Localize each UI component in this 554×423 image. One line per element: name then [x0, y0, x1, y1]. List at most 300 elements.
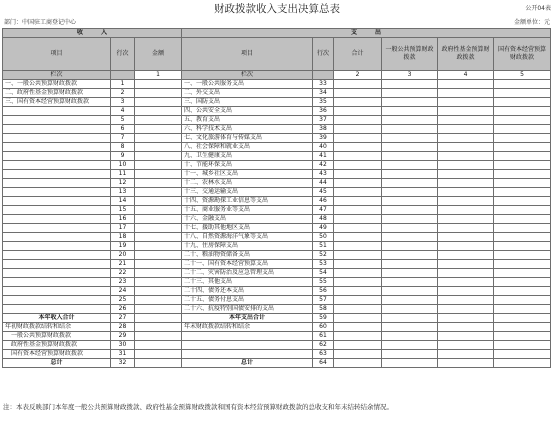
year-expense-total-label: 本年支出合计: [182, 314, 313, 323]
expense-amount-cell[interactable]: [494, 80, 551, 89]
income-line-no: 7: [111, 134, 135, 143]
expense-amount-cell[interactable]: [382, 296, 438, 305]
expense-amount-cell[interactable]: [438, 107, 494, 116]
expense-amount-cell[interactable]: [334, 170, 382, 179]
income-line-no: 24: [111, 287, 135, 296]
income-amount-cell[interactable]: [135, 116, 182, 125]
income-item: [3, 170, 111, 179]
income-amount-cell[interactable]: [135, 233, 182, 242]
expense-line-no: 43: [313, 170, 334, 179]
expense-amount-cell[interactable]: [494, 134, 551, 143]
expense-amount-cell[interactable]: [494, 242, 551, 251]
carry-amount-cell[interactable]: [135, 323, 182, 332]
expense-amount-cell[interactable]: [438, 260, 494, 269]
expense-amount-cell[interactable]: [438, 143, 494, 152]
expense-amount-cell[interactable]: [438, 134, 494, 143]
expense-amount-cell[interactable]: [334, 278, 382, 287]
expense-line-no: 46: [313, 197, 334, 206]
expense-amount-cell[interactable]: [334, 359, 382, 368]
income-amount-cell[interactable]: [135, 161, 182, 170]
expense-amount-cell[interactable]: [382, 269, 438, 278]
table-row: [3, 224, 551, 233]
expense-amount-cell[interactable]: [494, 260, 551, 269]
expense-amount-cell[interactable]: [334, 350, 382, 359]
footnote: 注：本表反映部门本年度一般公共预算财政拨款、政府性基金预算财政拨款和国有资本经营预算财政拨款的总收支和年末结转结余情况。: [3, 403, 393, 411]
income-amount-cell[interactable]: [135, 305, 182, 314]
expense-line-no: 35: [313, 98, 334, 107]
expense-amount-cell[interactable]: [438, 170, 494, 179]
expense-amount-cell[interactable]: [334, 269, 382, 278]
income-line-no: 26: [111, 305, 135, 314]
expense-amount-cell[interactable]: [334, 125, 382, 134]
income-item: [3, 260, 111, 269]
expense-amount-cell[interactable]: [494, 197, 551, 206]
expense-amount-cell[interactable]: [334, 332, 382, 341]
expense-amount-cell[interactable]: [438, 350, 494, 359]
income-amount-cell[interactable]: [135, 188, 182, 197]
expense-amount-cell[interactable]: [334, 341, 382, 350]
table-row: [3, 215, 551, 224]
expense-amount-cell[interactable]: [438, 215, 494, 224]
expense-amount-cell[interactable]: [382, 188, 438, 197]
expense-line-no: 55: [313, 278, 334, 287]
expense-line-no: 37: [313, 116, 334, 125]
expense-line-no: 40: [313, 143, 334, 152]
expense-amount-cell[interactable]: [494, 125, 551, 134]
year-income-total-amount[interactable]: [135, 314, 182, 323]
table-row: [3, 296, 551, 305]
carry-expense-line-no: 62: [313, 341, 334, 350]
expense-amount-cell[interactable]: [382, 80, 438, 89]
carry-amount-cell[interactable]: [135, 332, 182, 341]
expense-amount-cell[interactable]: [494, 179, 551, 188]
table-row: [3, 98, 551, 107]
income-item: [3, 233, 111, 242]
table-row: [3, 89, 551, 98]
year-income-total-label: 本年收入合计: [3, 314, 111, 323]
income-amount-cell[interactable]: [135, 89, 182, 98]
expense-amount-cell[interactable]: [494, 107, 551, 116]
expense-amount-cell[interactable]: [382, 134, 438, 143]
grand-total-rn: 64: [313, 359, 334, 368]
lanci-label2: 栏次: [182, 71, 313, 80]
income-amount-cell[interactable]: [135, 98, 182, 107]
expense-item: 二十五、债务付息支出: [182, 296, 313, 305]
income-amount-cell[interactable]: [135, 134, 182, 143]
expense-amount-cell[interactable]: [334, 242, 382, 251]
income-amount-cell[interactable]: [135, 179, 182, 188]
carry-expense-item: [182, 341, 313, 350]
expense-amount-cell[interactable]: [334, 161, 382, 170]
expense-amount-cell[interactable]: [438, 251, 494, 260]
expense-line-no: 38: [313, 125, 334, 134]
expense-amount-cell[interactable]: [494, 161, 551, 170]
expense-amount-cell[interactable]: [494, 341, 551, 350]
table-row: [3, 260, 551, 269]
expense-line-no: 45: [313, 188, 334, 197]
income-line-no: 25: [111, 296, 135, 305]
expense-item: 二十三、其他支出: [182, 278, 313, 287]
expense-amount-cell[interactable]: [334, 233, 382, 242]
expense-line-no: 42: [313, 161, 334, 170]
expense-amount-cell[interactable]: [438, 188, 494, 197]
expense-amount-cell[interactable]: [438, 179, 494, 188]
expense-amount-cell[interactable]: [494, 170, 551, 179]
expense-amount-cell[interactable]: [334, 260, 382, 269]
income-amount-cell[interactable]: [135, 197, 182, 206]
col-header-line-no: 行次: [111, 38, 135, 71]
meta-row: [0, 16, 554, 26]
expense-item: 二十一、国有资本经营预算支出: [182, 260, 313, 269]
unit-label: 金额单位：元: [513, 19, 550, 26]
expense-item: 十四、资源勘探工业信息等支出: [182, 197, 313, 206]
income-amount-cell[interactable]: [135, 125, 182, 134]
expense-amount-cell[interactable]: [494, 359, 551, 368]
expense-amount-cell[interactable]: [334, 134, 382, 143]
expense-amount-cell[interactable]: [494, 350, 551, 359]
carry-line-no: 30: [111, 341, 135, 350]
expense-amount-cell[interactable]: [494, 332, 551, 341]
expense-amount-cell[interactable]: [382, 242, 438, 251]
expense-amount-cell[interactable]: [334, 179, 382, 188]
expense-line-no: 36: [313, 107, 334, 116]
expense-amount-cell[interactable]: [382, 278, 438, 287]
expense-amount-cell[interactable]: [382, 197, 438, 206]
expense-amount-cell[interactable]: [382, 251, 438, 260]
expense-amount-cell[interactable]: [382, 332, 438, 341]
expense-line-no: 48: [313, 215, 334, 224]
expense-line-no: 33: [313, 80, 334, 89]
expense-amount-cell[interactable]: [382, 260, 438, 269]
report-title: 财政拨款收入支出决算总表: [214, 3, 340, 15]
expense-amount-cell[interactable]: [382, 161, 438, 170]
income-line-no: 2: [111, 89, 135, 98]
expense-amount-cell[interactable]: [382, 305, 438, 314]
expense-amount-cell[interactable]: [382, 323, 438, 332]
income-line-no: 19: [111, 242, 135, 251]
expense-amount-cell[interactable]: [382, 179, 438, 188]
expense-item: 八、社会保障和就业支出: [182, 143, 313, 152]
expense-amount-cell[interactable]: [382, 125, 438, 134]
income-item: [3, 305, 111, 314]
income-line-no: 8: [111, 143, 135, 152]
income-item: [3, 134, 111, 143]
expense-amount-cell[interactable]: [334, 296, 382, 305]
income-amount-cell[interactable]: [135, 296, 182, 305]
income-line-no: 5: [111, 116, 135, 125]
expense-group-header: 支 出: [182, 29, 551, 38]
expense-amount-cell[interactable]: [382, 359, 438, 368]
expense-amount-cell[interactable]: [438, 242, 494, 251]
expense-amount-cell[interactable]: [382, 98, 438, 107]
header-group-row: [3, 29, 551, 38]
expense-amount-cell[interactable]: [382, 341, 438, 350]
expense-amount-cell[interactable]: [438, 296, 494, 305]
income-amount-cell[interactable]: [135, 242, 182, 251]
expense-line-no: 50: [313, 233, 334, 242]
expense-amount-cell[interactable]: [494, 269, 551, 278]
col-header-total: 合计: [334, 38, 382, 71]
expense-amount-cell[interactable]: [382, 314, 438, 323]
expense-amount-cell[interactable]: [334, 98, 382, 107]
table-row: [3, 152, 551, 161]
income-amount-cell[interactable]: [135, 152, 182, 161]
income-item: [3, 251, 111, 260]
income-item: [3, 269, 111, 278]
expense-amount-cell[interactable]: [494, 251, 551, 260]
expense-amount-cell[interactable]: [494, 215, 551, 224]
expense-amount-cell[interactable]: [382, 206, 438, 215]
income-line-no: 6: [111, 125, 135, 134]
income-line-no: 18: [111, 233, 135, 242]
expense-amount-cell[interactable]: [438, 98, 494, 107]
expense-amount-cell[interactable]: [334, 197, 382, 206]
expense-item: 十九、住房保障支出: [182, 242, 313, 251]
grand-total-amount[interactable]: [135, 359, 182, 368]
income-amount-cell[interactable]: [135, 215, 182, 224]
expense-amount-cell[interactable]: [438, 224, 494, 233]
col-index-3: 3: [382, 71, 438, 80]
expense-amount-cell[interactable]: [494, 278, 551, 287]
expense-amount-cell[interactable]: [334, 224, 382, 233]
table-row: [3, 161, 551, 170]
expense-amount-cell[interactable]: [494, 323, 551, 332]
table-row: [3, 332, 551, 341]
expense-amount-cell[interactable]: [494, 188, 551, 197]
carry-item: 一般公共预算财政拨款: [3, 332, 111, 341]
expense-amount-cell[interactable]: [334, 314, 382, 323]
income-line-no: 14: [111, 197, 135, 206]
expense-item: 六、科学技术支出: [182, 125, 313, 134]
carry-amount-cell[interactable]: [135, 350, 182, 359]
table-row: [3, 188, 551, 197]
col-header-line-no2: 行次: [313, 38, 334, 71]
expense-amount-cell[interactable]: [494, 206, 551, 215]
lanci-label: 栏次: [3, 71, 111, 80]
expense-amount-cell[interactable]: [438, 332, 494, 341]
income-amount-cell[interactable]: [135, 269, 182, 278]
expense-amount-cell[interactable]: [438, 116, 494, 125]
income-amount-cell[interactable]: [135, 170, 182, 179]
table-row: [3, 278, 551, 287]
income-line-no: 13: [111, 188, 135, 197]
expense-amount-cell[interactable]: [382, 224, 438, 233]
income-item: 三、国有资本经营预算财政拨款: [3, 98, 111, 107]
carry-expense-line-no: 60: [313, 323, 334, 332]
expense-item: 七、文化旅游体育与传媒支出: [182, 134, 313, 143]
budget-table: [2, 28, 551, 368]
income-amount-cell[interactable]: [135, 143, 182, 152]
expense-amount-cell[interactable]: [334, 143, 382, 152]
table-row: [3, 323, 551, 332]
expense-item: 九、卫生健康支出: [182, 152, 313, 161]
expense-amount-cell[interactable]: [382, 143, 438, 152]
expense-amount-cell[interactable]: [494, 116, 551, 125]
table-row: [3, 341, 551, 350]
expense-amount-cell[interactable]: [334, 80, 382, 89]
income-line-no: 17: [111, 224, 135, 233]
expense-amount-cell[interactable]: [494, 89, 551, 98]
carry-line-no: 29: [111, 332, 135, 341]
carry-item: 年初财政拨款结转和结余: [3, 323, 111, 332]
table-row: [3, 233, 551, 242]
income-line-no: 15: [111, 206, 135, 215]
expense-amount-cell[interactable]: [382, 170, 438, 179]
expense-amount-cell[interactable]: [438, 359, 494, 368]
expense-item: 二十四、债务还本支出: [182, 287, 313, 296]
carry-expense-line-no: 61: [313, 332, 334, 341]
expense-item: 十六、金融支出: [182, 215, 313, 224]
expense-amount-cell[interactable]: [382, 233, 438, 242]
expense-line-no: 52: [313, 251, 334, 260]
carry-line-no: 31: [111, 350, 135, 359]
expense-amount-cell[interactable]: [382, 89, 438, 98]
expense-item: 十、节能环保支出: [182, 161, 313, 170]
expense-amount-cell[interactable]: [382, 152, 438, 161]
expense-amount-cell[interactable]: [334, 89, 382, 98]
income-item: [3, 197, 111, 206]
income-line-no: 9: [111, 152, 135, 161]
expense-line-no: 57: [313, 296, 334, 305]
income-item: [3, 179, 111, 188]
carry-amount-cell[interactable]: [135, 341, 182, 350]
expense-amount-cell[interactable]: [334, 215, 382, 224]
col-header-gov-fund: 政府性基金预算财政拨款: [438, 38, 494, 71]
expense-amount-cell[interactable]: [494, 224, 551, 233]
table-row: [3, 305, 551, 314]
table-row: [3, 170, 551, 179]
expense-amount-cell[interactable]: [334, 188, 382, 197]
grand-total-right: 总计: [182, 359, 313, 368]
expense-amount-cell[interactable]: [334, 107, 382, 116]
income-item: [3, 107, 111, 116]
expense-item: 十五、商业服务业等支出: [182, 206, 313, 215]
income-line-no: 3: [111, 98, 135, 107]
expense-item: 一、一般公共服务支出: [182, 80, 313, 89]
carry-item: 国有资本经营预算财政拨款: [3, 350, 111, 359]
income-line-no: 20: [111, 251, 135, 260]
expense-amount-cell[interactable]: [438, 323, 494, 332]
expense-line-no: 44: [313, 179, 334, 188]
expense-line-no: 51: [313, 242, 334, 251]
expense-amount-cell[interactable]: [334, 116, 382, 125]
year-income-total-ln: 27: [111, 314, 135, 323]
table-row: [3, 359, 551, 368]
expense-amount-cell[interactable]: [494, 314, 551, 323]
expense-line-no: 47: [313, 206, 334, 215]
income-item: [3, 152, 111, 161]
expense-amount-cell[interactable]: [494, 296, 551, 305]
expense-amount-cell[interactable]: [334, 287, 382, 296]
col-header-amount: 金额: [135, 38, 182, 71]
income-amount-cell[interactable]: [135, 287, 182, 296]
income-line-no: 12: [111, 179, 135, 188]
table-row: [3, 251, 551, 260]
income-amount-cell[interactable]: [135, 107, 182, 116]
col-index-2: 2: [334, 71, 382, 80]
expense-amount-cell[interactable]: [438, 152, 494, 161]
table-row: [3, 206, 551, 215]
expense-amount-cell[interactable]: [334, 206, 382, 215]
expense-amount-cell[interactable]: [438, 314, 494, 323]
carry-expense-item: [182, 350, 313, 359]
income-item: 一、一般公共预算财政拨款: [3, 80, 111, 89]
expense-amount-cell[interactable]: [438, 341, 494, 350]
expense-line-no: 53: [313, 260, 334, 269]
year-expense-total-rn: 59: [313, 314, 334, 323]
income-line-no: 1: [111, 80, 135, 89]
expense-amount-cell[interactable]: [438, 89, 494, 98]
table-row: [3, 125, 551, 134]
expense-amount-cell[interactable]: [382, 350, 438, 359]
expense-amount-cell[interactable]: [438, 80, 494, 89]
income-line-no: 16: [111, 215, 135, 224]
expense-item: 十二、农林水支出: [182, 179, 313, 188]
expense-amount-cell[interactable]: [334, 323, 382, 332]
expense-amount-cell[interactable]: [438, 161, 494, 170]
income-amount-cell[interactable]: [135, 224, 182, 233]
expense-amount-cell[interactable]: [382, 215, 438, 224]
col-header-state-capital: 国有资本经营预算财政拨款: [494, 38, 551, 71]
expense-amount-cell[interactable]: [382, 116, 438, 125]
expense-amount-cell[interactable]: [334, 251, 382, 260]
expense-amount-cell[interactable]: [494, 233, 551, 242]
col-header-item2: 项目: [182, 38, 313, 71]
col-index-5: 5: [494, 71, 551, 80]
carry-line-no: 28: [111, 323, 135, 332]
expense-amount-cell[interactable]: [494, 98, 551, 107]
income-item: [3, 143, 111, 152]
expense-amount-cell[interactable]: [438, 125, 494, 134]
expense-item: 二十六、抗疫特别国债安排的支出: [182, 305, 313, 314]
expense-amount-cell[interactable]: [438, 287, 494, 296]
income-amount-cell[interactable]: [135, 260, 182, 269]
expense-amount-cell[interactable]: [494, 152, 551, 161]
expense-amount-cell[interactable]: [494, 305, 551, 314]
income-item: [3, 188, 111, 197]
grand-total-ln: 32: [111, 359, 135, 368]
expense-amount-cell[interactable]: [438, 206, 494, 215]
expense-amount-cell[interactable]: [438, 197, 494, 206]
expense-amount-cell[interactable]: [438, 233, 494, 242]
expense-line-no: 49: [313, 224, 334, 233]
expense-amount-cell[interactable]: [382, 287, 438, 296]
expense-item: 十三、交通运输支出: [182, 188, 313, 197]
cell: [313, 71, 334, 80]
expense-item: 十七、援助其他地区支出: [182, 224, 313, 233]
expense-amount-cell[interactable]: [438, 305, 494, 314]
expense-amount-cell[interactable]: [494, 143, 551, 152]
expense-amount-cell[interactable]: [494, 287, 551, 296]
cell: [111, 71, 135, 80]
expense-amount-cell[interactable]: [438, 278, 494, 287]
expense-amount-cell[interactable]: [334, 305, 382, 314]
income-amount-cell[interactable]: [135, 251, 182, 260]
col-header-general-budget: 一般公共预算财政拨款: [382, 38, 438, 71]
department-label: 部门：中国驻工商登记中心: [4, 19, 77, 26]
expense-item: 五、教育支出: [182, 116, 313, 125]
table-row: [3, 197, 551, 206]
expense-amount-cell[interactable]: [334, 152, 382, 161]
income-amount-cell[interactable]: [135, 206, 182, 215]
income-amount-cell[interactable]: [135, 278, 182, 287]
expense-amount-cell[interactable]: [382, 107, 438, 116]
expense-amount-cell[interactable]: [438, 269, 494, 278]
expense-item: 二、外交支出: [182, 89, 313, 98]
expense-item: 十一、城乡社区支出: [182, 170, 313, 179]
grand-total-left: 总计: [3, 359, 111, 368]
income-amount-cell[interactable]: [135, 80, 182, 89]
